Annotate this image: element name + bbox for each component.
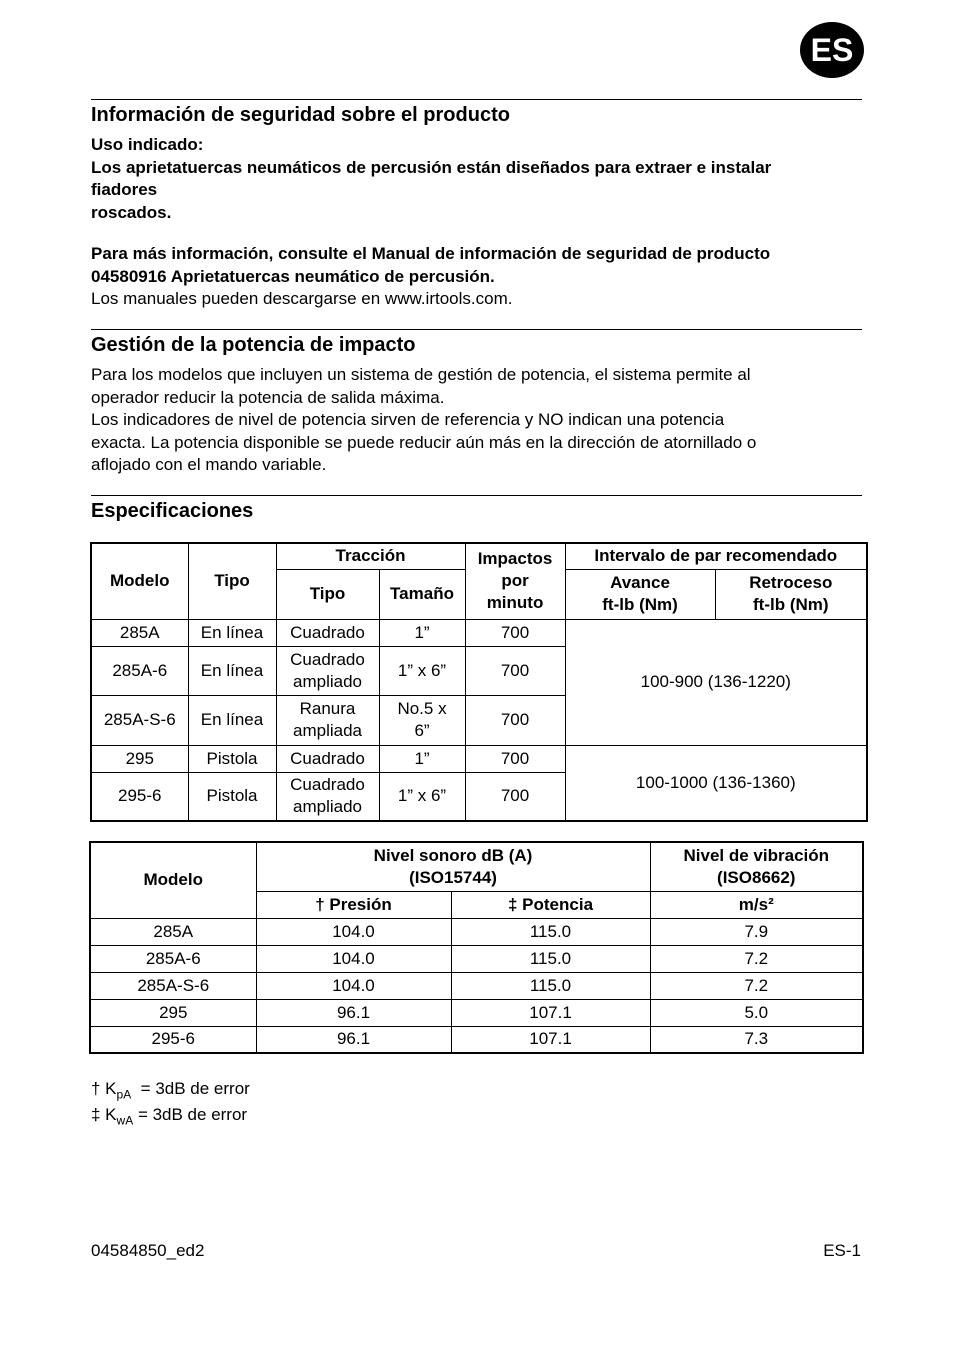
page-number: ES-1 xyxy=(823,1241,861,1260)
more-info-text: Para más información, consulte el Manual de información de seguridad de producto 04580916 Aprietatuercas neumático de percusión. Los manuales pueden descargarse en www.irtools.com. xyxy=(91,243,866,311)
table-row: 285A-6 104.0 115.0 7.2 xyxy=(90,945,863,972)
table-row: 285A En línea Cuadrado 1” 700 100-900 (136-1220) xyxy=(91,619,867,646)
sound-vibration-table xyxy=(89,841,864,1054)
table-row: 295 96.1 107.1 5.0 xyxy=(90,999,863,1026)
header-ms2: m/s² xyxy=(650,891,863,918)
header-modelo: Modelo xyxy=(90,842,256,918)
header-traccion-tipo: Tipo xyxy=(276,569,379,619)
header-nivel-sonoro: Nivel sonoro dB (A) (ISO15744) xyxy=(256,842,650,891)
header-tipo: Tipo xyxy=(188,543,276,619)
safety-heading: Información de seguridad sobre el producto xyxy=(91,104,510,126)
header-potencia: ‡ Potencia xyxy=(451,891,650,918)
header-traccion-tamano: Tamaño xyxy=(379,569,465,619)
table-row: 295-6 96.1 107.1 7.3 xyxy=(90,1026,863,1053)
table-row: 285A 104.0 115.0 7.9 xyxy=(90,918,863,945)
table-row: 285A-6 En línea Cuadrado ampliado 1” x 6” 700 xyxy=(91,646,867,695)
header-avance: Avance ft-lb (Nm) xyxy=(565,569,715,619)
impact-heading: Gestión de la potencia de impacto xyxy=(91,334,416,356)
header-nivel-vibracion: Nivel de vibración (ISO8662) xyxy=(650,842,863,891)
footnote-kwa: ‡ $K_{wA} = 3dB$ de error xyxy=(91,1105,248,1128)
header-retroceso: Retroceso ft-lb (Nm) xyxy=(715,569,867,619)
torque-range-295: 100-1000 (136-1360) xyxy=(565,745,867,821)
specifications-table xyxy=(90,542,868,822)
header-traccion: Tracción xyxy=(276,543,465,569)
header-impactos: Impactos por minuto xyxy=(465,543,565,619)
header-presion: † Presión xyxy=(256,891,451,918)
table-row: 295 Pistola Cuadrado 1” 700 100-1000 (136-1360) xyxy=(91,745,867,772)
impact-text: Para los modelos que incluyen un sistema de gestión de potencia, el sistema permite al operador reducir la potencia de salida máxima. Los indicadores de nivel de potencia sirven de referencia y NO indican una potencia exacta. La potencia disponible se puede reducir aún más en la dirección de atornillado o aflojado con el mando variable. xyxy=(91,365,757,474)
header-modelo: Modelo xyxy=(91,543,188,619)
header-intervalo: Intervalo de par recomendado xyxy=(565,543,867,569)
document-number: 04584850_ed2 xyxy=(91,1241,205,1260)
manuals-download-text: Los manuales pueden descargarse en www.irtools.com. xyxy=(91,289,513,308)
specs-heading: Especificaciones xyxy=(91,500,254,522)
intended-use-text: Uso indicado: Los aprietatuercas neumáticos de percusión están diseñados para extraer e instalar fiadores roscados. xyxy=(91,135,772,222)
table-row: 295-6 Pistola Cuadrado ampliado 1” x 6” 700 xyxy=(91,772,867,821)
section-divider xyxy=(91,99,862,100)
section-divider xyxy=(91,495,862,496)
table-row: 285A-S-6 En línea Ranura ampliada No.5 x 6” 700 xyxy=(91,695,867,745)
section-divider xyxy=(91,329,862,330)
torque-range-285: 100-900 (136-1220) xyxy=(565,619,867,745)
language-badge: ES xyxy=(800,22,864,78)
table-row: 285A-S-6 104.0 115.0 7.2 xyxy=(90,972,863,999)
footnote-kpa: † $K_{pA} = 3dB$ de error xyxy=(91,1079,250,1102)
